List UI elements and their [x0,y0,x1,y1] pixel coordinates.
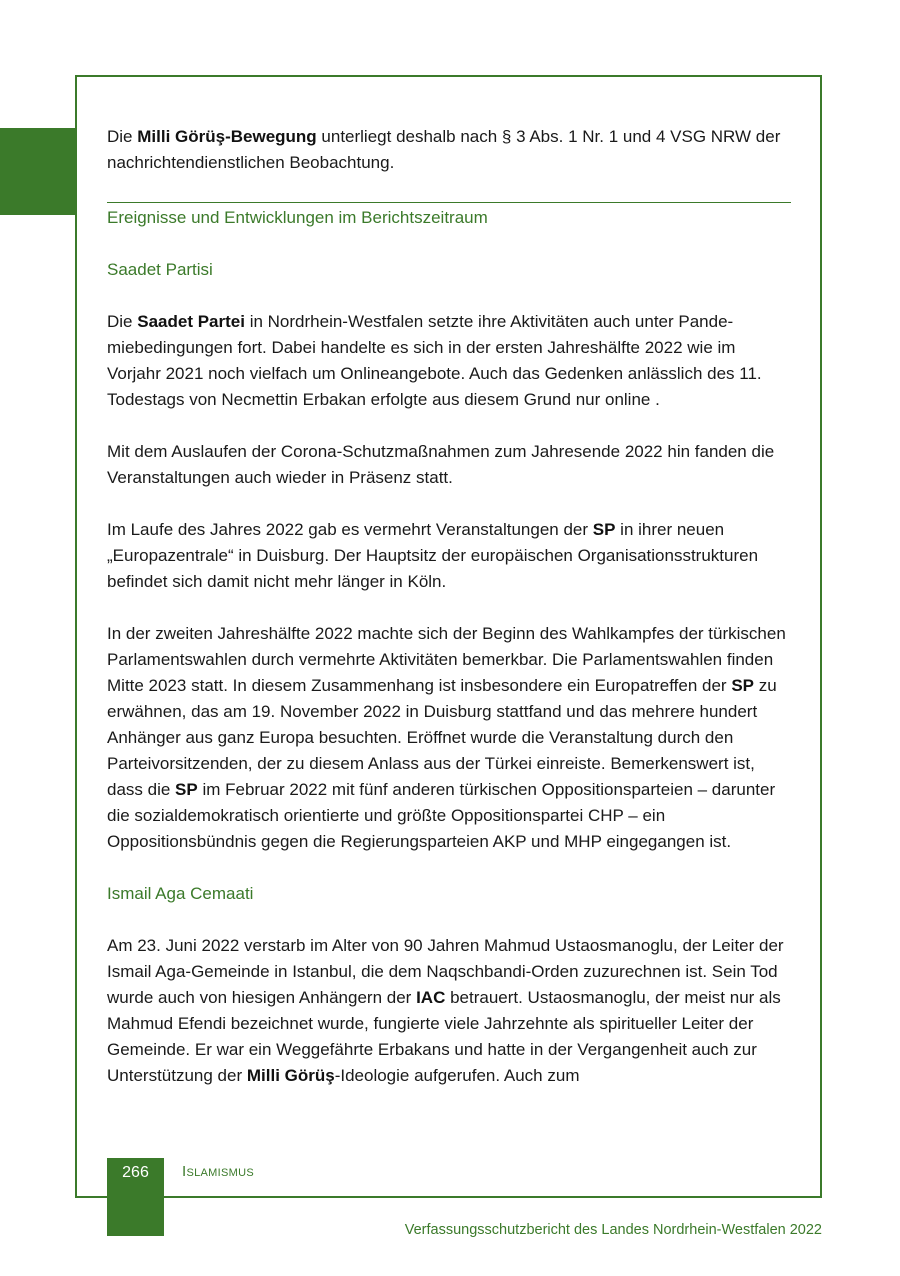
saadet-paragraph-1: Die Saadet Partei in Nordrhein-Westfalen setzte ihre Aktivitäten auch unter Pandemiebedingungen fort. Dabei handelte es sich in der ersten Jahreshälfte 2022 wie im Vorjahr 2021 noch vielfach um Onlineangebote. Auch das Gedenken anlässlich des 11. Todestags von Necmettin Erbakan erfolgte aus diesem Grund nur online . [107,312,762,409]
footer-section-name: Islamismus [182,1163,254,1180]
saadet-paragraph-2: Mit dem Auslaufen der Corona-Schutzmaßnahmen zum Jahresende 2022 hin fanden die Veranstaltungen auch wieder in Präsenz statt. [107,442,775,487]
subheading-saadet: Saadet Partisi [107,260,213,279]
page-number: 266 [122,1164,149,1181]
section-heading: Ereignisse und Entwicklungen im Berichtszeitraum [107,208,488,227]
main-content [107,124,791,1115]
subheading-ismail: Ismail Aga Cemaati [107,884,254,903]
page-number-box [107,1158,164,1236]
footer-publication-title: Verfassungsschutzbericht des Landes Nordrhein-Westfalen 2022 [404,1222,822,1238]
side-marker-tab [0,128,76,215]
ismail-paragraph-1: Am 23. Juni 2022 verstarb im Alter von 90 Jahren Mahmud Ustaosmanoglu, der Leiter der Ismail Aga-Gemeinde in Istanbul, die dem Naqschbandi-Orden zuzurechnen ist. Sein Tod wurde auch von hiesigen Anhängern der IAC betrauert. Ustaosmanoglu, der meist nur als Mahmud Efendi bezeichnet wurde, fungierte viele Jahrzehnte als spiritueller Leiter der Gemeinde. Er war ein Weggefährte Erbakans und hatte in der Vergangenheit auch zur Unterstützung der Milli Görüş-Ideologie aufgerufen. Auch zum [107,936,784,1085]
section-divider [107,202,791,203]
intro-paragraph: Die Milli Görüş-Bewegung unterliegt deshalb nach § 3 Abs. 1 Nr. 1 und 4 VSG NRW der nachrichtendienstlichen Beobachtung. [107,127,781,172]
saadet-paragraph-4: In der zweiten Jahreshälfte 2022 machte sich der Beginn des Wahlkampfes der türkischen Parlamentswahlen durch vermehrte Aktivitäten bemerkbar. Die Parlamentswahlen finden Mitte 2023 statt. In diesem Zusammenhang ist insbesondere ein Europatreffen der SP zu erwähnen, das am 19. November 2022 in Duisburg stattfand und das mehrere hundert Anhänger aus ganz Europa besuchten. Eröffnet wurde die Veranstaltung durch den Parteivorsitzenden, der zu diesem Anlass aus der Türkei einreiste. Bemerkenswert ist, dass die SP im Februar 2022 mit fünf anderen türkischen Oppositionsparteien – darunter die sozialdemokratisch orientierte und größte Oppositionspartei CHP – ein Oppositionsbündnis gegen die Regierungsparteien AKP und MHP eingegangen ist. [107,624,786,851]
org-name-bold: Milli Görüş-Bewegung [137,127,317,146]
saadet-paragraph-3: Im Laufe des Jahres 2022 gab es vermehrt Veranstaltungen der SP in ihrer neuen „Europazentrale“ in Duisburg. Der Hauptsitz der europäischen Organisationsstrukturen befindet sich damit nicht mehr länger in Köln. [107,520,759,591]
